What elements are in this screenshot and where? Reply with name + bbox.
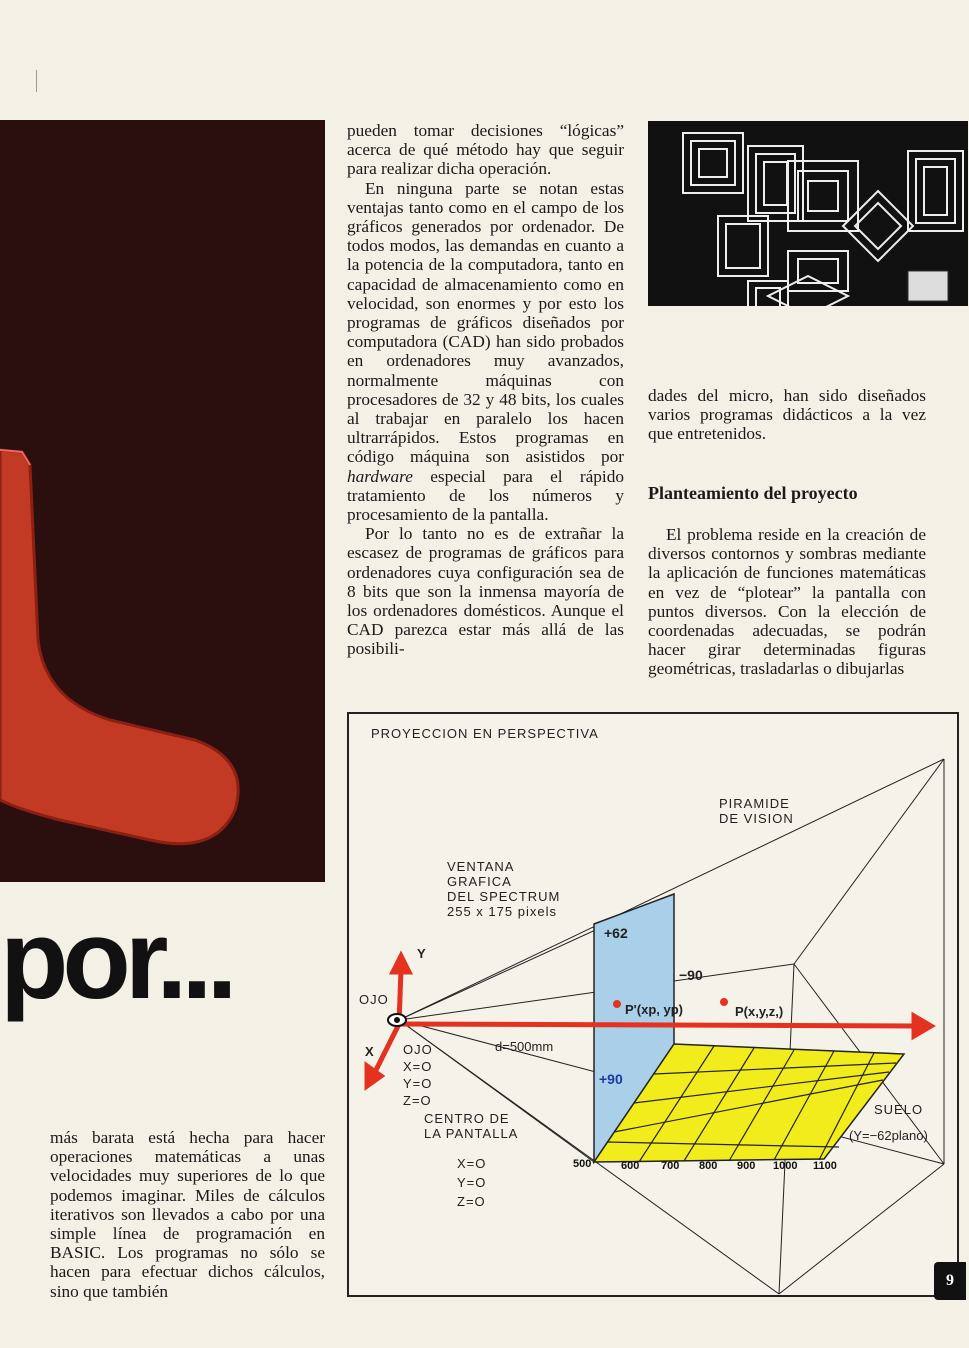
floor-plane-label: (Y=−62plano) <box>849 1128 928 1143</box>
projected-point-label: P'(xp, yp) <box>625 1002 683 1017</box>
tick-label: 900 <box>737 1160 756 1172</box>
perspective-diagram <box>347 712 959 1297</box>
tick-label: 1100 <box>813 1160 837 1172</box>
plus-62-label: +62 <box>604 925 628 941</box>
plus-90-label: +90 <box>599 1071 623 1087</box>
eye-coordinates: OJO X=O Y=O Z=O <box>403 1042 433 1108</box>
column-1 <box>50 1128 325 1301</box>
window-label: VENTANA GRAFICA DEL SPECTRUM 255 x 175 pixels <box>447 859 561 919</box>
tick-label: 800 <box>699 1160 718 1172</box>
column-1-paragraph: más barata está hecha para hacer operaciones matemáticas a unas velocidades muy superiores de lo que podemos imaginar. Miles de cálculos iterativos son llevados a cabo por una simple línea de programación en BASIC. Los programas no sólo se hacen para efectuar dichos cálculos, sino que también <box>50 1128 325 1301</box>
column-3-paragraph-1: El problema reside en la creación de diversos contornos y sombras mediante la aplicación de funciones matemáticas en vez de “plotear” la pantalla con puntos diversos. Con la elección de coordenadas adecuadas, se podrán hacer girar determinadas figuras geométricas, trasladarlas o dibujarlas <box>648 525 926 679</box>
headline: por... <box>0 897 232 1022</box>
x-axis-label: X <box>365 1044 374 1059</box>
minus-90-label: −90 <box>679 967 703 983</box>
tick-label: 600 <box>621 1160 640 1172</box>
point-label: P(x,y,z,) <box>735 1004 784 1019</box>
section-title: Planteamiento del proyecto <box>648 483 858 503</box>
floor-label: SUELO <box>874 1102 924 1117</box>
tick-label: 1000 <box>773 1160 798 1172</box>
screen-center-label: CENTRO DE LA PANTALLA <box>424 1111 519 1141</box>
column-3 <box>648 525 926 679</box>
tick-label: 700 <box>661 1160 680 1172</box>
page-number: 9 <box>934 1262 966 1300</box>
column-2 <box>347 121 624 659</box>
paragraph-2-italic: hardware <box>347 466 413 486</box>
paragraph-2-text-a: En ninguna parte se notan estas ventajas tanto como en el campo de los gráficos generados por ordenador. De todos modos, las demandas en cuanto a la potencia de la computadora, tanto en capacidad de almacenamiento como en velocidad, son enormes y por esto los programas de gráficos diseñados por computadora (CAD) han sido probados en ordenadores muy avanzados, normalmente máquinas con procesadores de 32 y 48 bits, los cuales al trabajar en paralelo los hacen ultrarrápidos. Estos programas en código máquina son asistidos por <box>347 178 624 467</box>
eye-label: OJO <box>359 992 389 1007</box>
margin-rule <box>36 70 37 92</box>
distance-label: d=500mm <box>495 1039 554 1054</box>
column-2-paragraph-1: pueden tomar decisiones “lógicas” acerca de qué método hay que seguir para realizar dicha operación. <box>347 121 624 179</box>
column-2-paragraph-2 <box>347 179 624 525</box>
tick-label: 500 <box>573 1158 592 1170</box>
paragraph-2-text-b: especial para el rápido tratamiento de los números y procesamiento de la pantalla. <box>347 466 624 525</box>
sock-photo <box>0 120 325 882</box>
y-axis-label: Y <box>417 946 426 961</box>
column-3-continuation: dades del micro, han sido diseñados varios programas didácticos a la vez que entretenidos. <box>648 386 926 444</box>
computer-art-image <box>648 121 968 331</box>
screen-center-coordinates: X=O Y=O Z=O <box>457 1156 487 1209</box>
column-2-paragraph-3: Por lo tanto no es de extrañar la escasez de programas de gráficos para ordenadores cuya configuración sea de 8 bits que son la inmensa mayoría de los ordenadores domésticos. Aunque el CAD parezca estar más allá de las posibili- <box>347 524 624 659</box>
pyramid-label: PIRAMIDE DE VISION <box>719 796 794 826</box>
diagram-title: PROYECCION EN PERSPECTIVA <box>371 726 599 741</box>
